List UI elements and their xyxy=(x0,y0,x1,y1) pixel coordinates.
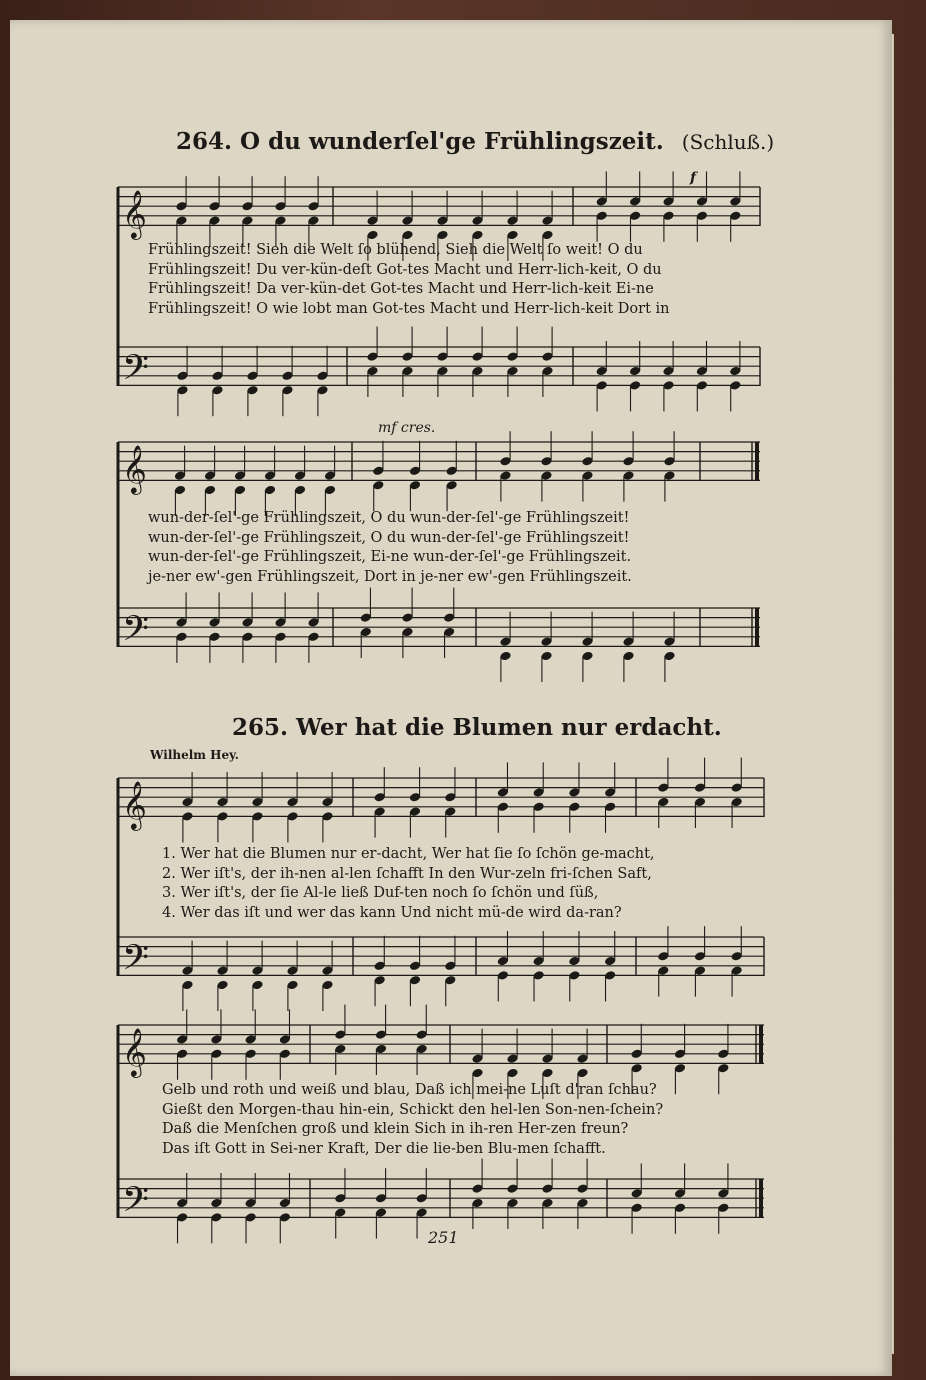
lyric-line: 1. Wer hat die Blumen nur er-dacht, Wer hat ſie ſo ſchön ge-macht, xyxy=(162,846,655,862)
hymn-264-lyrics-2 xyxy=(148,509,632,587)
lyric-line: 4. Wer das iſt und wer das kann Und nicht mü-de wird da-ran? xyxy=(162,904,622,921)
treble-clef: 𝄞 xyxy=(122,780,147,829)
forte-marking: f xyxy=(690,170,697,186)
lyric-line: 3. Wer iſt's, der ſie Al-le ließ Duf-ten noch ſo ſchön und ſüß, xyxy=(162,885,599,902)
lyric-line: Daß die Menſchen groß und klein Sich in ih-ren Her-zen freun? xyxy=(162,1121,629,1138)
lyric-line: wun-der-ſel'-ge Frühlingszeit, O du wun-der-ſel'-ge Frühlingszeit! xyxy=(148,510,630,526)
page-number: 251 xyxy=(428,1228,459,1247)
treble-clef: 𝄞 xyxy=(122,444,147,493)
lyric-line: Gelb und roth und weiß und blau, Daß ich mei-ne Luſt d'ran ſchau? xyxy=(162,1082,657,1098)
bass-staff-264-1 xyxy=(118,347,760,385)
bass-clef: 𝄢 xyxy=(122,608,150,657)
hymn-264-subtitle: (Schluß.) xyxy=(681,130,775,154)
lyric-line: Frühlingszeit! Du ver-kün-deſt Got-tes Macht und Herr-lich-keit, O du xyxy=(148,261,662,278)
hymn-265-title: 265. Wer hat die Blumen nur erdacht. xyxy=(232,714,722,741)
lyric-line: Frühlingszeit! O wie lobt man Got-tes Macht und Herr-lich-keit Dort in xyxy=(148,300,670,317)
lyric-line: Frühlingszeit! Da ver-kün-det Got-tes Macht und Herr-lich-keit Ei-ne xyxy=(148,281,654,298)
lyric-line: Frühlingszeit! Sieh die Welt ſo blühend, Sieh die Welt ſo weit! O du xyxy=(148,242,643,258)
lyric-line: Das iſt Gott in Sei-ner Kraft, Der die lie-ben Blu-men ſchafft. xyxy=(162,1140,606,1157)
lyric-line: Gießt den Morgen-thau hin-ein, Schickt den hel-len Son-nen-ſchein? xyxy=(162,1101,664,1118)
hymn-264-title: 264. O du wunderſel'ge Frühlingszeit. xyxy=(176,128,664,155)
hymn-265-lyrics-2 xyxy=(162,1081,663,1159)
mf-cres-marking: mf cres. xyxy=(378,420,436,436)
lyric-line: wun-der-ſel'-ge Frühlingszeit, Ei-ne wun-der-ſel'-ge Frühlingszeit. xyxy=(148,549,632,566)
hymn-265-lyrics-1 xyxy=(162,845,655,923)
lyric-line: je-ner ew'-gen Frühlingszeit, Dort in je-ner ew'-gen Frühlingszeit. xyxy=(148,568,632,585)
lyric-line: wun-der-ſel'-ge Frühlingszeit, O du wun-der-ſel'-ge Frühlingszeit! xyxy=(148,529,630,546)
bass-clef: 𝄢 xyxy=(122,1179,150,1228)
treble-clef: 𝄞 xyxy=(122,1027,147,1076)
bass-clef: 𝄢 xyxy=(122,347,150,396)
composer-name: Wilhelm Hey. xyxy=(150,748,239,762)
treble-staff-265-1 xyxy=(118,778,764,816)
hymn-264-lyrics-1 xyxy=(148,241,670,319)
lyric-line: 2. Wer iſt's, der ih-nen al-len ſchafft In den Wur-zeln fri-ſchen Saft, xyxy=(162,865,652,882)
bass-clef: 𝄢 xyxy=(122,937,150,986)
bass-staff-265-2 xyxy=(118,1179,764,1217)
treble-clef: 𝄞 xyxy=(122,189,147,238)
